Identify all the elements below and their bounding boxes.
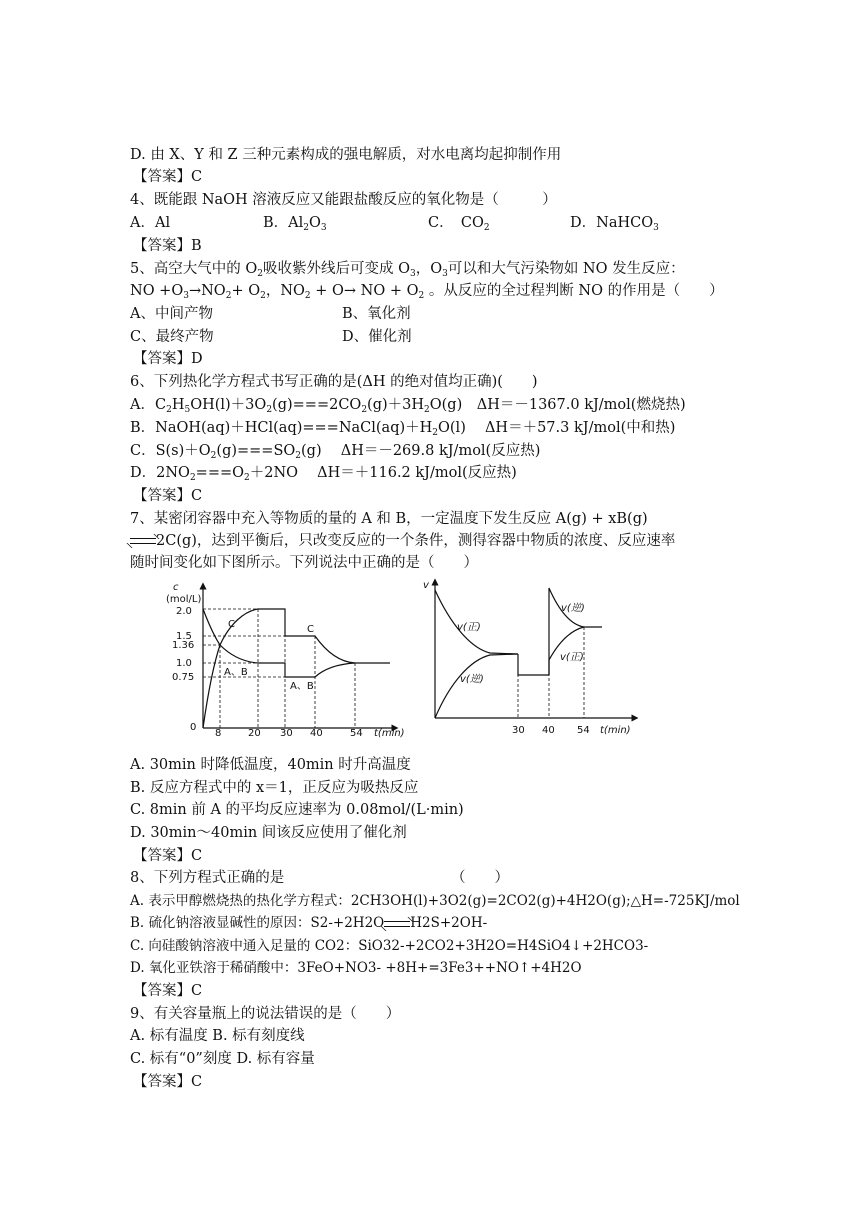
question-9: 9、有关容量瓶上的说法错误的是（ ） bbox=[130, 1006, 401, 1022]
y-tick-label: 1.36 bbox=[172, 640, 195, 651]
series-label: v(正) bbox=[457, 622, 481, 633]
question-4: 4、既能跟 NaOH 溶液反应又能跟盐酸反应的氧化物是（ ） bbox=[130, 192, 557, 208]
answer-5: 【答案】D bbox=[133, 351, 203, 367]
x-tick-label: 8 bbox=[215, 728, 222, 739]
q9-options-ab: A. 标有温度 B. 标有刻度线 bbox=[130, 1028, 305, 1044]
answer-4: 【答案】B bbox=[133, 238, 202, 254]
y-axis-title-2: (mol/L) bbox=[166, 594, 202, 605]
q7-option-a: A. 30min 时降低温度，40min 时升高温度 bbox=[130, 757, 411, 773]
y-tick-label: 1.0 bbox=[176, 658, 192, 669]
series-label: A、B bbox=[290, 681, 314, 692]
option-d-prev: D. 由 X、Y 和 Z 三种元素构成的强电解质，对水电离均起抑制作用 bbox=[130, 147, 562, 163]
x-tick-label: 54 bbox=[350, 728, 363, 739]
q6-option-a: A．$C_2H_5OH(l)+3O_2(g)===2CO_2(g)+3H_2O(g)$ ΔH＝－1367.0 kJ/mol(燃烧热) bbox=[130, 397, 686, 415]
answer-3: 【答案】C bbox=[133, 169, 203, 185]
v-step-line bbox=[518, 654, 549, 675]
y-axis-title-1: c bbox=[173, 582, 179, 593]
q4-option-c: C． $CO_2$ bbox=[428, 215, 490, 233]
series-label: C bbox=[307, 624, 314, 635]
q8-option-a: A. 表示甲醇燃烧热的热化学方程式：2CH3OH(l)+3O2(g)=2CO2(g)+4H2O(g);△H=-725KJ/mol bbox=[130, 893, 740, 909]
q5-option-a: A、中间产物 bbox=[130, 306, 213, 322]
equilibrium-arrow-icon bbox=[384, 918, 410, 930]
q8-option-b: B. 硫化钠溶液显碱性的原因：S2-+2H2O H2S+2OH- bbox=[130, 915, 488, 931]
x-tick-label: 54 bbox=[577, 725, 590, 736]
rate-time-chart bbox=[420, 578, 640, 748]
question-6: 6、下列热化学方程式书写正确的是(ΔH 的绝对值均正确)( ) bbox=[130, 374, 538, 390]
question-5-line-1: 5、高空大气中的 $O_2$吸收紫外线后可变成 $O_3$，$O_3$可以和大气污染物如 NO 发生反应： bbox=[130, 261, 685, 279]
x-tick-label: 30 bbox=[280, 728, 293, 739]
q4-option-a: A．Al bbox=[130, 215, 171, 231]
x-tick-label: 30 bbox=[512, 725, 525, 736]
series-label: C bbox=[228, 619, 235, 630]
answer-8: 【答案】C bbox=[133, 983, 203, 999]
series-label: v(逆) bbox=[460, 674, 484, 685]
q6-option-d: D．$2NO_2===O_2+2NO$ ΔH＝＋116.2 kJ/mol(反应热) bbox=[130, 465, 517, 483]
q7-option-d: D. 30min～40min 间该反应使用了催化剂 bbox=[130, 825, 407, 841]
q8-option-d: D. 氧化亚铁溶于稀硝酸中：3FeO+NO3- +8H+=3Fe3++NO↑+4H2O bbox=[130, 960, 582, 976]
series-label: A、B bbox=[224, 667, 248, 678]
v-forward-line-2 bbox=[549, 627, 584, 675]
y-tick-label: 1.5 bbox=[176, 631, 192, 642]
question-5-line-2: NO $+O_3\to NO_2+ O_2$，$NO_2 + O\to$ NO + $O_2$ 。从反应的全过程判断 NO 的作用是（ ） bbox=[130, 283, 724, 301]
q5-option-c: C、最终产物 bbox=[130, 329, 214, 345]
question-8: 8、下列方程式正确的是 （ ） bbox=[130, 870, 509, 886]
concentration-time-chart bbox=[150, 578, 405, 748]
y-tick-label: 2.0 bbox=[176, 606, 192, 617]
q7-option-c: C. 8min 前 A 的平均反应速率为 0.08mol/(L·min) bbox=[130, 802, 464, 818]
x-axis-title: t(min) bbox=[374, 728, 405, 739]
v-reverse-line bbox=[435, 654, 518, 718]
series-label: v(逆) bbox=[561, 603, 585, 614]
q6-option-b: B．$NaOH(aq)+HCl(aq)===NaCl(aq)+H_2O(l)$ ΔH＝＋57.3 kJ/mol(中和热) bbox=[130, 420, 676, 438]
answer-6: 【答案】C bbox=[133, 488, 203, 504]
question-5-options-cd bbox=[130, 327, 412, 347]
origin-label: 0 bbox=[190, 722, 197, 733]
x-axis-title: t(min) bbox=[600, 725, 631, 736]
series-label: v(正) bbox=[560, 652, 584, 663]
x-tick-label: 20 bbox=[248, 728, 261, 739]
q4-option-d: D．NaHCO$_3$ bbox=[570, 215, 659, 233]
y-axis-title: v bbox=[423, 580, 429, 591]
q7-option-b: B. 反应方程式中的 x＝1，正反应为吸热反应 bbox=[130, 780, 419, 796]
q5-option-b: B、氧化剂 bbox=[342, 306, 411, 322]
question-7-line-3: 随时间变化如下图所示。下列说法中正确的是（ ） bbox=[130, 555, 478, 571]
q9-options-cd: C. 标有“0”刻度 D. 标有容量 bbox=[130, 1051, 315, 1067]
question-4-options bbox=[130, 213, 659, 233]
x-tick-label: 40 bbox=[310, 728, 323, 739]
y-tick-label: 0.75 bbox=[172, 672, 195, 683]
question-7-line-2: 2C(g)，达到平衡后，只改变反应的一个条件，测得容器中物质的浓度、反应速率 bbox=[130, 531, 675, 551]
answer-9: 【答案】C bbox=[133, 1074, 203, 1090]
q5-option-d: D、催化剂 bbox=[342, 329, 412, 345]
q6-option-c: C．$S(s)+O_2(g)===SO_2(g)$ ΔH＝－269.8 kJ/mol(反应热) bbox=[130, 443, 541, 461]
q8-option-c: C. 向硅酸钠溶液中通入足量的 CO2：SiO32-+2CO2+3H2O=H4SiO4↓+2HCO3- bbox=[130, 938, 649, 954]
answer-7: 【答案】C bbox=[133, 848, 203, 864]
question-5-options-ab bbox=[130, 304, 411, 324]
question-7-line-1: 7、某密闭容器中充入等物质的量的 A 和 B，一定温度下发生反应 A(g) + xB(g) bbox=[130, 511, 648, 527]
q4-option-b: B．$Al_2O_3$ bbox=[263, 215, 327, 233]
x-tick-label: 40 bbox=[542, 725, 555, 736]
equilibrium-arrow-icon bbox=[130, 535, 156, 547]
